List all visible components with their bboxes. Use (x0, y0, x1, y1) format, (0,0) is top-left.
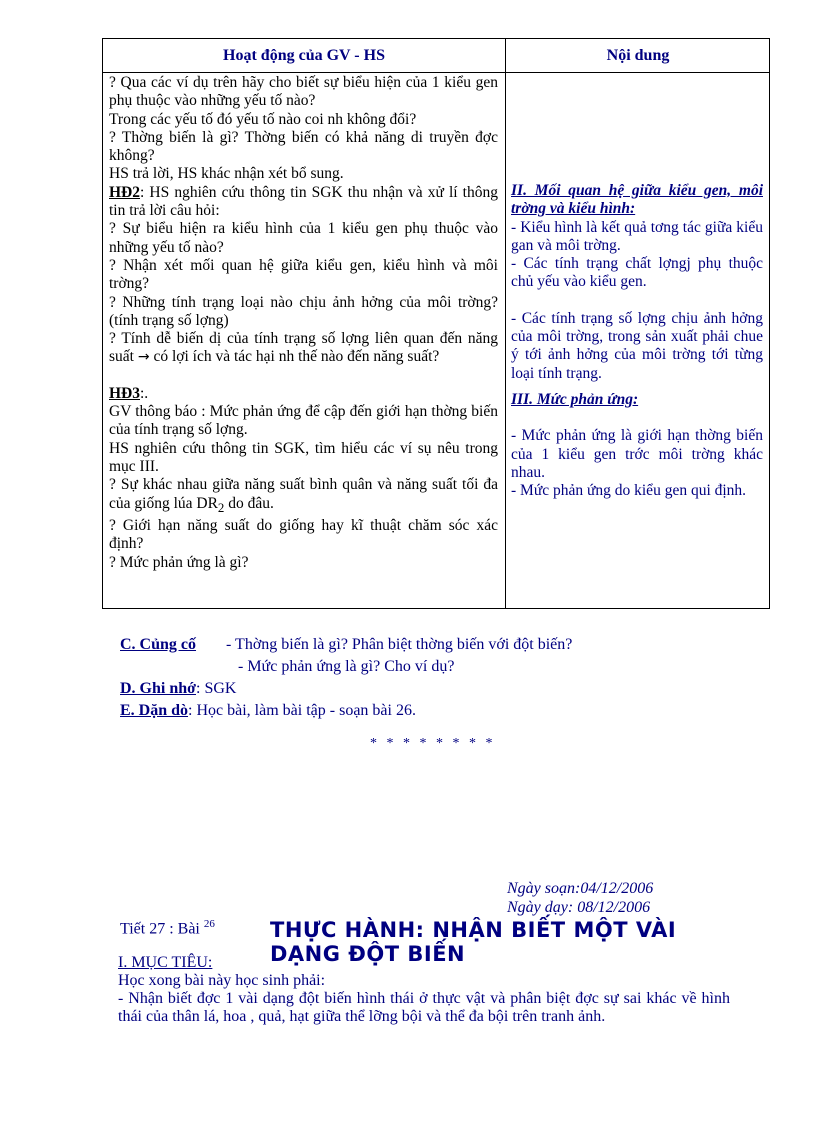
question-line: ? Thờng biến là gì? Thờng biến có khả năng di truyền đợc không? (109, 128, 498, 165)
column-divider (505, 39, 506, 608)
question-line: ? Những tính trạng loại nào chịu ảnh hởng của môi trờng? (tính trạng số lợng) (109, 293, 498, 329)
content-line: - Mức phản ứng là giới hạn thờng biến của 1 kiểu gen trớc môi trờng khác nhau. (511, 427, 763, 481)
activities-column (109, 74, 498, 572)
summary-c-text2: - Mức phản ứng là gì? Cho ví dụ? (238, 658, 455, 675)
question-line: ? Tính dễ biến dị của tính trạng số lợng liên quan đến năng suất → có lợi ích và tác hại nh thế nào đến năng suất? (109, 330, 498, 366)
content-line: - Các tính trạng chất lợngj phụ thuộc chủ yếu vào kiểu gen. (511, 255, 763, 291)
summary-e-text: : Học bài, làm bài tập - soạn bài 26. (188, 702, 416, 719)
separator-stars: * * * * * * * * (370, 736, 496, 751)
question-line: ? Giới hạn năng suất do giống hay kĩ thuật chăm sóc xác định? (109, 516, 498, 553)
question-line: ? Nhận xét mối quan hệ giữa kiểu gen, kiểu hình và môi trờng? (109, 256, 498, 293)
lesson-number: Tiết 27 : Bài $^{26}$ (120, 918, 215, 938)
spacer (511, 409, 763, 427)
note-line: HS trả lời, HS khác nhận xét bổ sung. (109, 165, 344, 183)
hd2-label: HĐ2 (109, 183, 140, 201)
hd3-block: HĐ3:. (109, 384, 149, 402)
hd2-text: : HS nghiên cứu thông tin SGK thu nhận và xử lí thông tin trả lời câu hỏi: (109, 183, 498, 220)
date-prepared: Ngày soạn:04/12/2006 (507, 880, 654, 897)
header-divider (103, 72, 769, 73)
content-line: - Mức phản ứng do kiểu gen qui định. (511, 482, 747, 500)
summary-c-label: C. Củng cố (120, 636, 197, 653)
hd3-label: HĐ3 (109, 384, 140, 402)
spacer (109, 367, 498, 385)
summary-d (120, 680, 236, 698)
spacer (511, 292, 763, 310)
section-2-title: II. Mối quan hệ giữa kiểu gen, môi trờng và kiểu hình: (511, 182, 763, 218)
summary-d-label: D. Ghi nhớ (120, 680, 196, 697)
question-line: ? Mức phản ứng là gì? (109, 553, 249, 571)
header-content: Nội dung (606, 47, 670, 64)
arrow-right-icon: → (137, 349, 150, 366)
summary-c-text: - Thờng biến là gì? Phân biệt thờng biến với đột biến? (226, 636, 573, 653)
content-column (511, 74, 763, 500)
lesson-title: THỰC HÀNH: NHẬN BIẾT MỘT VÀI DẠNG ĐỘT BIẾN (270, 918, 677, 966)
content-line: - Kiểu hình là kết quả tơng tác giữa kiểu gan và môi trờng. (511, 218, 763, 254)
header-activities: Hoạt động của GV - HS (223, 47, 385, 64)
summary-e (120, 702, 416, 720)
objectives-goal: - Nhận biết đợc 1 vài dạng đột biến hình thái ở thực vật và phân biệt đợc sự sai khác về hình thái của thân lá, hoa , quả, hạt giữa thể lỡng bội và thể đa bội trên tranh ảnh. (118, 990, 730, 1025)
section-3-title: III. Mức phản ứng: (511, 390, 639, 408)
question-line: ? Sự khác nhau giữa năng suất bình quân và năng suất tối đa của giống lúa $DR_2$ do đâu. (109, 476, 498, 515)
note-line: HS nghiên cứu thông tin SGK, tìm hiểu các ví sụ nêu trong mục III. (109, 439, 498, 475)
question-line: Trong các yếu tố đó yếu tố nào coi nh không đổi? (109, 110, 417, 128)
date-taught: Ngày dạy: 08/12/2006 (507, 899, 651, 916)
question-line: ? Sự biểu hiện ra kiểu hình của 1 kiểu gen phụ thuộc vào những yếu tố nào? (109, 220, 498, 256)
summary-e-label: E. Dặn dò (120, 702, 189, 719)
summary-d-text: : SGK (196, 680, 237, 697)
spacer (511, 383, 763, 391)
note-line: GV thông báo : Mức phản ứng để cập đến giới hạn thờng biến của tính trạng số lợng. (109, 403, 498, 439)
spacer (511, 74, 763, 182)
objectives-intro: Học xong bài này học sinh phải: (118, 972, 326, 989)
content-line: - Các tính trạng số lợng chịu ảnh hởng của môi trờng, trong sản xuất phải chue ý tới ảnh hởng của môi trờng tới từng loại tính trạng. (511, 309, 763, 382)
hd2-block (109, 184, 498, 221)
summary-c (120, 636, 572, 654)
lesson-table (102, 38, 770, 609)
objectives-heading: I. MỤC TIÊU: (118, 954, 213, 971)
question-line: ? Qua các ví dụ trên hãy cho biết sự biểu hiện của 1 kiểu gen phụ thuộc vào những yếu tố nào? (109, 74, 498, 110)
